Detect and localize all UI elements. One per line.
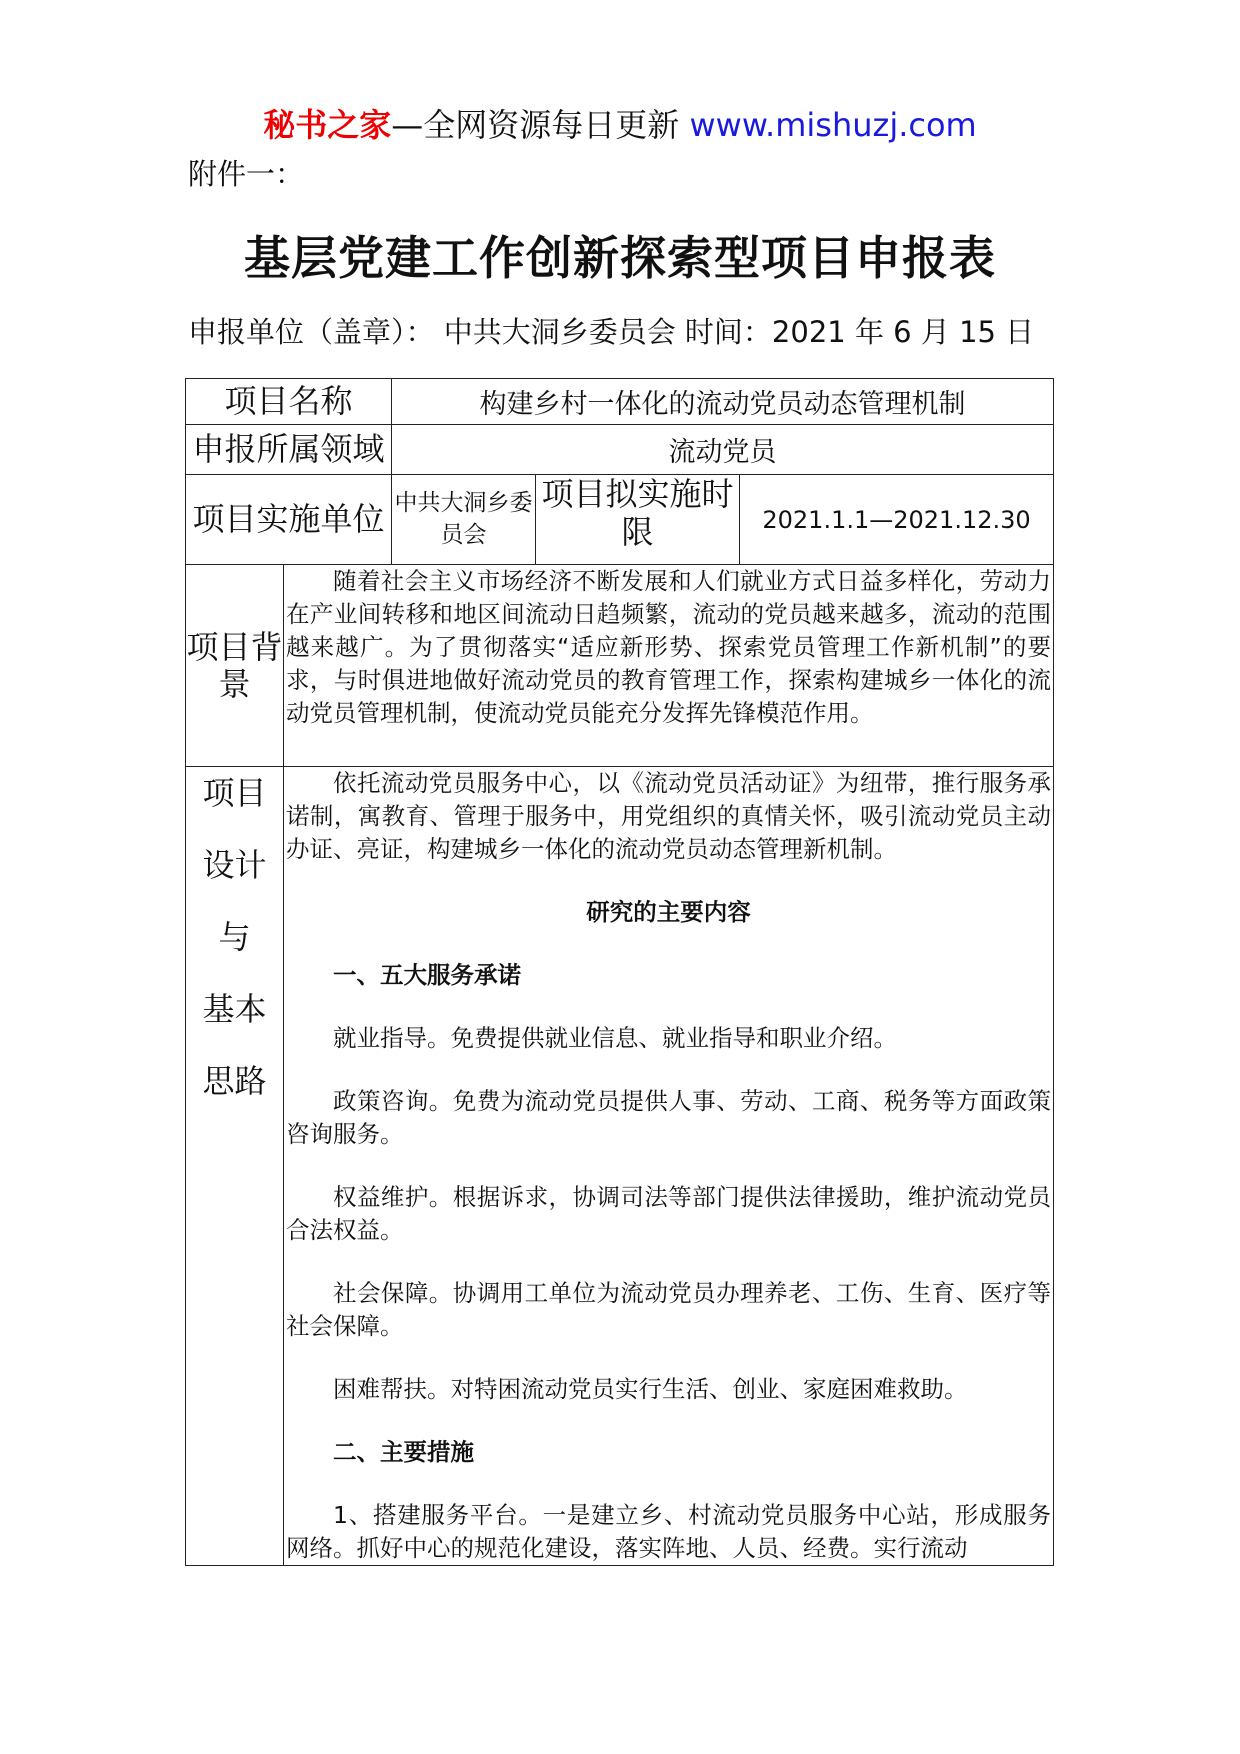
period-value: 2021.1.1—2021.12.30 xyxy=(740,475,1054,565)
design-label xyxy=(186,767,284,1566)
section-heading: 一、五大服务承诺 xyxy=(333,961,521,989)
banner-brand: 秘书之家 xyxy=(263,106,392,144)
document-title: 基层党建工作创新探索型项目申报表 xyxy=(244,231,996,285)
unit-value: 中共大洞乡委员会 xyxy=(392,475,536,565)
application-table xyxy=(185,378,1054,1566)
attachment-label: 附件一： xyxy=(188,157,305,191)
site-banner xyxy=(0,100,1240,146)
unit-label: 项目实施单位 xyxy=(186,475,392,565)
background-label: 项目背景 xyxy=(186,565,284,767)
commitment-item: 权益维护。根据诉求，协调司法等部门提供法律援助，维护流动党员合法权益。 xyxy=(286,1183,1052,1244)
commitment-item: 困难帮扶。对特困流动党员实行生活、创业、家庭困难救助。 xyxy=(333,1375,968,1403)
design-label-part: 项目 xyxy=(202,774,267,812)
design-label-part: 基本 xyxy=(202,990,267,1028)
commitment-item: 社会保障。协调用工单位为流动党员办理养老、工伤、生育、医疗等社会保障。 xyxy=(286,1279,1052,1340)
section-heading: 二、主要措施 xyxy=(333,1438,474,1466)
banner-url-link[interactable]: www.mishuzj.com xyxy=(689,106,977,144)
commitment-item: 政策咨询。免费为流动党员提供人事、劳动、工商、税务等方面政策咨询服务。 xyxy=(286,1087,1052,1148)
measure-item: 1、搭建服务平台。一是建立乡、村流动党员服务中心站，形成服务网络。抓好中心的规范化建设，落实阵地、人员、经费。实行流动 xyxy=(286,1501,1052,1562)
background-paragraph: 随着社会主义市场经济不断发展和人们就业方式日益多样化，劳动力在产业间转移和地区间流动日趋频繁，流动的党员越来越多，流动的范围越来越广。为了贯彻落实“适应新形势、探索党员管理工作新机制”的要求，与时俱进地做好流动党员的教育管理工作，探索构建城乡一体化的流动党员管理机制，使流动党员能充分发挥先锋模范作用。 xyxy=(286,567,1052,727)
field-value: 流动党员 xyxy=(392,425,1054,475)
banner-slogan: —全网资源每日更新 xyxy=(391,106,690,144)
project-name-value: 构建乡村一体化的流动党员动态管理机制 xyxy=(392,379,1054,425)
design-label-part: 思路 xyxy=(202,1062,267,1100)
design-intro: 依托流动党员服务中心，以《流动党员活动证》为纽带，推行服务承诺制，寓教育、管理于服务中，用党组织的真情关怀，吸引流动党员主动办证、亮证，构建城乡一体化的流动党员动态管理新机制。 xyxy=(286,769,1052,863)
period-label: 项目拟实施时限 xyxy=(536,475,740,565)
research-heading: 研究的主要内容 xyxy=(586,898,751,926)
field-label: 申报所属领域 xyxy=(186,425,392,475)
commitment-item: 就业指导。免费提供就业信息、就业指导和职业介绍。 xyxy=(333,1024,897,1052)
design-label-part: 与 xyxy=(218,918,251,956)
design-content xyxy=(284,767,1054,1566)
applicant-meta: 申报单位（盖章）： 中共大洞乡委员会 时间：2021 年 6 月 15 日 xyxy=(188,315,1035,349)
background-text xyxy=(284,565,1054,767)
project-name-label: 项目名称 xyxy=(186,379,392,425)
design-label-part: 设计 xyxy=(202,846,267,884)
